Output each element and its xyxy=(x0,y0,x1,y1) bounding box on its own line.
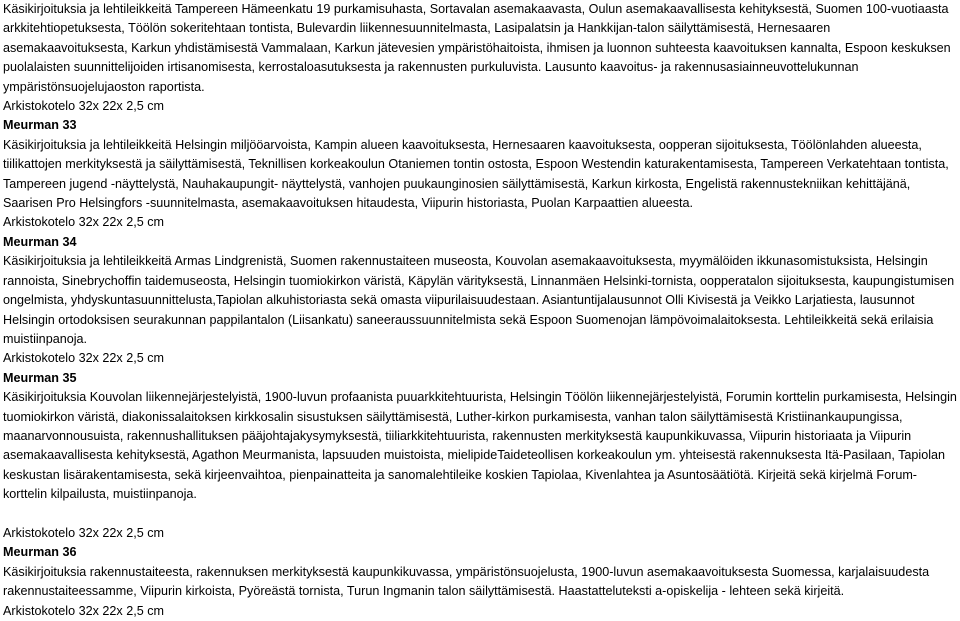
meurman-32-description: Käsikirjoituksia ja lehtileikkeitä Tampereen Hämeenkatu 19 purkamisuhasta, Sortavalan asemakaavasta, Oulun asemakaavallisesta kehityksestä, Suomen 100-vuotiaasta arkkitehtiopetuksesta, Töölön sokeritehtaan tontista, Bulevardin liikennesuunnitelmasta, Lasipalatsin ja Hankkijan-talon säilyttämisestä, Hernesaaren asemakaavoituksesta, Karkun yhdistämisestä Vammalaan, Karkun jätevesien ympäristöhaitoista, ihmisen ja luonnon suhteesta kaavoituksen kannalta, Espoon keskuksen puolalaisten suunnittelijoiden irtisanomisesta, kerrostaloasutuksesta ja rakennusten purkuluvista. Lausunto kaavoitus- ja rakennusasiainneuvottelukunnan ympäristönsuojelujaoston raportista. xyxy=(3,2,951,94)
archive-box-dimensions: Arkistokotelo 32x 22x 2,5 cm xyxy=(3,525,164,540)
archive-box-dimensions: Arkistokotelo 32x 22x 2,5 cm xyxy=(3,99,164,114)
meurman-33-description: Käsikirjoituksia ja lehtileikkeitä Helsingin miljööarvoista, Kampin alueen kaavoituksesta, Hernesaaren kaavoituksesta, oopperan sijoituksesta, Töölönlahden alueesta, tiilikattojen merkityksestä ja säilyttämisestä, Teknillisen korkeakoulun Otaniemen tontin ostosta, Espoon Westendin katurakentamisesta, Tampereen Verkatehtaan tontista, Tampereen jugend -näyttelystä, Nauhakaupungit- näyttelystä, vanhojen puukaunginosien säilyttämisestä, Karkun kirkosta, Engelistä rakennustekniikan kehittäjänä, Saarisen Pro Helsingfors -suunnitelmasta, asemakaavoituksen hitaudesta, Viipurin historiasta, Puolan Karpaattien alueesta. xyxy=(3,137,949,211)
section-heading-meurman-36: Meurman 36 xyxy=(3,545,77,560)
blank-line xyxy=(3,505,957,524)
archive-box-dimensions: Arkistokotelo 32x 22x 2,5 cm xyxy=(3,215,164,230)
meurman-34-description: Käsikirjoituksia ja lehtileikkeitä Armas Lindgrenistä, Suomen rakennustaiteen museosta, Kouvolan asemakaavoituksesta, myymälöiden ikkunasomistuksista, Helsingin rannoista, Sinebrychoffin taidemuseosta, Helsingin tuomiokirkon väristä, Käpylän värityksestä, Linnanmäen Helsinki-tornista, oopperatalon sijoituksesta, kaupungistumisen ongelmista, yhdyskuntasuunnittelusta,Tapiolan alkuhistoriasta sekä omasta viipurilaisuudestaan. Asiantuntijalausunnot Olli Kivisestä ja Veikko Larjatiesta, lausunnot Helsingin ortodoksisen seurakunnan pappilantalon (Liisankatu) saneeraussuunnitelmista sekä Espoon Suomenojan lämpövoimalaitoksesta. Lehtileikkeitä sekä erilaisia muistiinpanoja. xyxy=(3,254,955,346)
meurman-35-description: Käsikirjoituksia Kouvolan liikennejärjestelyistä, 1900-luvun profaanista puuarkkitehtuurista, Helsingin Töölön liikennejärjestelyistä, Forumin korttelin purkamisesta, Helsingin tuomiokirkon väristä, diakonissalaitoksen kirkkosalin sisustuksen säilyttämisestä, Luther-kirkon purkamisesta, vanhan talon säilyttämisestä Kristiinankaupungissa, maanarvonnousuista, rakennushallituksen pääjohtajakysymyksestä, tiiliarkkitehtuurista, rakennusten merkityksestä kaupunkikuvassa, Viipurin historiaata ja Viipurin asemakaavallisesta kehityksestä, Agathon Meurmanista, lapsuuden muistoista, mielipideTaideteollisen korkeakoulun ym. yhteisestä rakennuksesta Itä-Pasilaan, Tapiolan keskustan lisärakentamisesta, sekä kirjeenvaihtoa, pienpainatteita ja sanomalehtileike koskien Tapiolaa, Kivenlahtea ja Asuntosäätiötä. Kirjeitä sekä kirjelmä Forum-korttelin kilpailusta, muistiinpanoja. xyxy=(3,390,957,502)
archive-box-dimensions: Arkistokotelo 32x 22x 2,5 cm xyxy=(3,603,164,618)
document-page xyxy=(3,0,957,621)
section-heading-meurman-34: Meurman 34 xyxy=(3,234,77,249)
section-heading-meurman-35: Meurman 35 xyxy=(3,370,77,385)
archive-box-dimensions: Arkistokotelo 32x 22x 2,5 cm xyxy=(3,351,164,366)
section-heading-meurman-33: Meurman 33 xyxy=(3,118,77,133)
meurman-36-description: Käsikirjoituksia rakennustaiteesta, rakennuksen merkityksestä kaupunkikuvassa, ympäristönsuojelusta, 1900-luvun asemakaavoituksesta Suomessa, karjalaisuudesta rakennustaiteessamme, Viipurin kirkoista, Pyöreästä tornista, Turun Ingmanin talon säilyttämisestä. Haastatteluteksti a-opiskelija - lehteen sekä kirjeitä. xyxy=(3,564,930,599)
